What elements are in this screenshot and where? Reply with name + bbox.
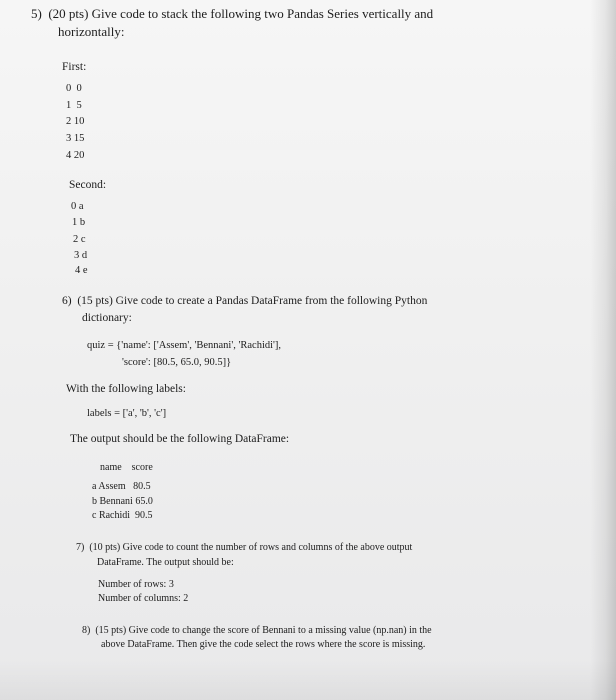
- q6-labels-code: labels = ['a', 'b', 'c']: [87, 408, 167, 419]
- q5-line-2: horizontally:: [58, 24, 125, 39]
- q5-first-row: 0 0: [66, 83, 82, 94]
- q6-dict-line-2: 'score': [80.5, 65.0, 90.5]}: [122, 357, 232, 368]
- q7-line-1: 7) (10 pts) Give code to count the number of rows and columns of the above output: [76, 542, 413, 553]
- q5-first-row: 1 5: [66, 100, 82, 111]
- q5-second-label: Second:: [69, 179, 107, 191]
- q5-second-row: 3 d: [74, 250, 88, 261]
- q6-line-2: dictionary:: [82, 312, 132, 324]
- q6-dict-line-1: quiz = {'name': ['Assem', 'Bennani', 'Rachidi'],: [87, 340, 282, 351]
- q5-second-row: 4 e: [75, 265, 88, 276]
- q5-line-1: 5) (20 pts) Give code to stack the following two Pandas Series vertically and: [31, 6, 434, 21]
- page-bottom-shadow: [0, 660, 616, 700]
- q5-second-row: 2 c: [73, 234, 86, 245]
- q5-second-row: 1 b: [72, 217, 86, 228]
- q5-first-row: 4 20: [66, 150, 85, 161]
- q6-df-row: c Rachidi 90.5: [92, 510, 153, 521]
- q6-line-1: 6) (15 pts) Give code to create a Pandas DataFrame from the following Python: [62, 295, 428, 307]
- q5-first-row: 2 10: [66, 116, 85, 127]
- q7-rows-text: Number of rows: 3: [98, 579, 174, 590]
- q7-cols-text: Number of columns: 2: [98, 593, 189, 604]
- q6-output-intro: The output should be the following DataFrame:: [70, 433, 290, 445]
- q8-line-2: above DataFrame. Then give the code select the rows where the score is missing.: [101, 639, 426, 650]
- q6-df-row: a Assem 80.5: [92, 481, 151, 492]
- q6-labels-intro: With the following labels:: [66, 383, 186, 395]
- q5-second-row: 0 a: [71, 201, 84, 212]
- q8-line-1: 8) (15 pts) Give code to change the score of Bennani to a missing value (np.nan) in the: [82, 625, 432, 636]
- q5-first-row: 3 15: [66, 133, 85, 144]
- page-edge-shadow: [590, 0, 616, 700]
- q6-df-header: name score: [100, 462, 153, 473]
- q7-line-2: DataFrame. The output should be:: [97, 557, 234, 568]
- q5-first-label: First:: [62, 61, 87, 73]
- q6-df-row: b Bennani 65.0: [92, 496, 153, 507]
